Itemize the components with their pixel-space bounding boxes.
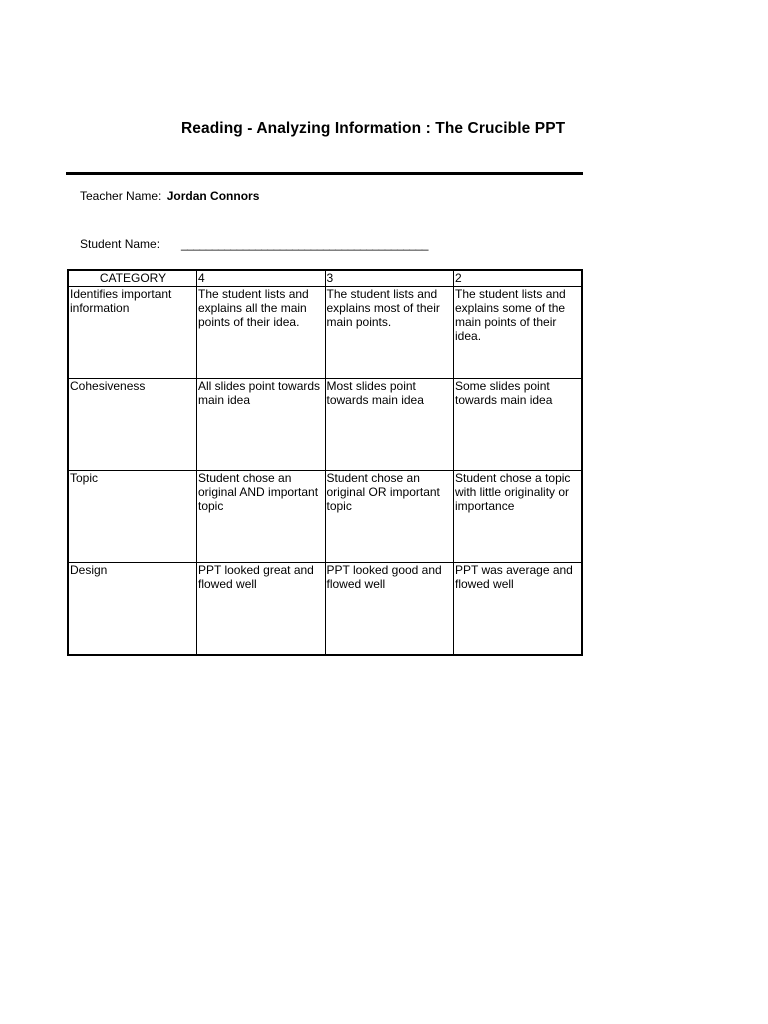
teacher-name-label: Teacher Name: (80, 189, 162, 203)
category-cell: Cohesiveness (68, 379, 197, 471)
table-row (68, 379, 582, 471)
score-4-cell: PPT looked great and flowed well (197, 563, 326, 656)
score-3-cell: Most slides point towards main idea (325, 379, 454, 471)
header-category: CATEGORY (68, 270, 197, 287)
category-cell: Design (68, 563, 197, 656)
score-3-cell: PPT looked good and flowed well (325, 563, 454, 656)
score-3-cell: Student chose an original OR important topic (325, 471, 454, 563)
rubric-table (67, 269, 583, 656)
page-title-text: Reading - Analyzing Information : The Crucible PPT (181, 120, 566, 137)
category-cell: Identifies important information (68, 287, 197, 379)
table-row (68, 563, 582, 656)
score-2-cell: Some slides point towards main idea (454, 379, 583, 471)
teacher-name-value: Jordan Connors (166, 189, 260, 203)
student-name-blank: ________________________________________ (181, 237, 428, 251)
page-title (0, 120, 583, 138)
header-score-4: 4 (197, 270, 326, 287)
score-4-cell: The student lists and explains all the main points of their idea. (197, 287, 326, 379)
score-2-cell: Student chose a topic with little originality or importance (454, 471, 583, 563)
score-2-cell: The student lists and explains some of the main points of their idea. (454, 287, 583, 379)
student-name-row (80, 237, 428, 251)
score-2-cell: PPT was average and flowed well (454, 563, 583, 656)
score-4-cell: All slides point towards main idea (197, 379, 326, 471)
student-name-label: Student Name: (80, 237, 161, 251)
header-score-3: 3 (325, 270, 454, 287)
header-score-2: 2 (454, 270, 583, 287)
title-rule (66, 172, 583, 175)
table-row (68, 287, 582, 379)
teacher-name-row (80, 189, 259, 203)
rubric-header-row (68, 270, 582, 287)
score-4-cell: Student chose an original AND important topic (197, 471, 326, 563)
score-3-cell: The student lists and explains most of their main points. (325, 287, 454, 379)
category-cell: Topic (68, 471, 197, 563)
table-row (68, 471, 582, 563)
